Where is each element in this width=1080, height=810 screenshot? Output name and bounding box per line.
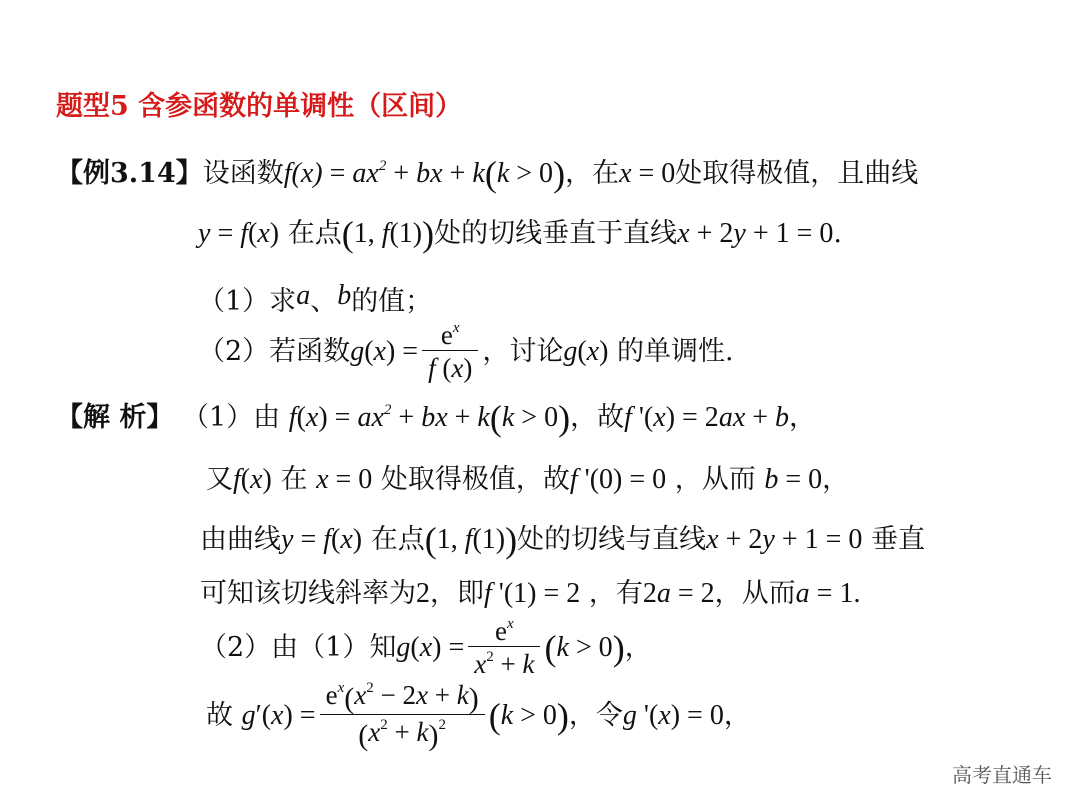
text: 处取得极值，且曲线 [675,158,919,189]
solution-line-2 [206,462,849,498]
formula-fprime1: f '(1) = 2 [484,578,581,609]
text: ， [723,700,751,731]
text: . [833,218,842,249]
var-b: b [337,280,352,311]
text: ，即 [430,578,484,609]
example-label: 【例3.14】 [56,158,203,189]
text: （2）若函数 [198,336,351,367]
text: 的值； [351,286,433,317]
solution-line-4 [200,576,860,612]
formula-line: x + 2y + 1 = 0 [677,218,834,249]
text: ，从而 [674,464,756,495]
text: 可知该切线斜率为 [200,578,416,609]
text: 处的切线与直线 [517,524,707,555]
example-line-1 [56,156,918,192]
formula-gprime0: g '(x) = 0 [622,700,724,731]
formula-b0: b = 0 [764,464,823,495]
section-title: 题型5 含参函数的单调性（区间） [56,91,463,122]
question-2 [198,320,734,385]
formula-fx: $f(x) = ax^2$ + bx + k(k > 0) [288,398,571,438]
text: 设函数 [202,158,284,189]
text: 又 [206,464,233,495]
text: 、 [310,286,338,317]
text: ，从而 [714,578,796,609]
fraction-gx-2: $\frac{e^x}{x^2 + k}$ [468,616,540,681]
text: ，讨论 [482,336,564,367]
watermark: 高考直通车 [952,763,1052,787]
example-line-2 [198,216,842,252]
solution-line-5 [200,616,652,681]
formula-curve-2: y = f(x) [281,524,363,555]
text: （1）求 [198,286,297,317]
formula-x0-2: x = 0 [316,464,373,495]
text: （2）由（1）知 [200,632,397,663]
formula-gx: g(x) = [350,336,419,367]
solution-line-6 [206,680,751,753]
math: (k > 0) [488,696,569,736]
text: 由曲线 [200,524,281,555]
text: ，令 [568,700,623,731]
text: 在 [280,464,308,495]
formula-gx-ref: g(x) [563,336,609,367]
formula-a1: a = 1. [795,578,861,609]
text: ，在 [565,158,620,189]
formula-fprime: f '(x) = 2ax + b [624,402,790,433]
var-a: a [296,280,311,311]
fraction-gx: $\frac{e^x}{f (x)}$ [422,320,478,385]
formula-x0: x = 0 [619,158,676,189]
formula-fx-def: f [283,158,292,189]
text: ， [624,632,652,663]
text: 在点 [287,218,342,249]
formula-fprime0: f '(0) = 0 [569,464,667,495]
text: 的单调性. [617,336,734,367]
formula-gx-2: g(x) = [396,632,465,663]
fraction-gprime: $\frac{e^x(x^2 - 2x + k)}{(x^2 + k)^2}$ [320,680,485,753]
text: 在点 [370,524,425,555]
slope-value: 2 [416,578,430,609]
math: $(x) = ax^2$ + bx + k(k > 0) [291,154,566,194]
text: 故 [206,700,233,731]
formula-point: (1, f(1)) [341,214,435,254]
formula-fx2: f(x) [233,464,272,495]
formula-2a: 2a = 2 [642,578,715,609]
text: 处的切线垂直于直线 [434,218,678,249]
solution-line-3 [200,522,925,558]
math: (k > 0) [544,628,625,668]
text: ，有 [588,578,643,609]
formula-curve: y = f(x) [198,218,280,249]
text: ， [822,464,850,495]
text: ，故 [570,402,625,433]
solution-line-1 [56,400,816,436]
solution-label: 【解 析】 [56,402,174,433]
text: 处取得极值，故 [380,464,570,495]
formula-gprime: g′(x) = [241,700,316,731]
formula-point-2: (1, f(1)) [424,520,518,560]
question-1 [198,278,432,320]
text: （1）由 [182,402,281,433]
text: ， [789,402,817,433]
formula-line-2: x + 2y + 1 = 0 [706,524,863,555]
text: 垂直 [871,524,925,555]
